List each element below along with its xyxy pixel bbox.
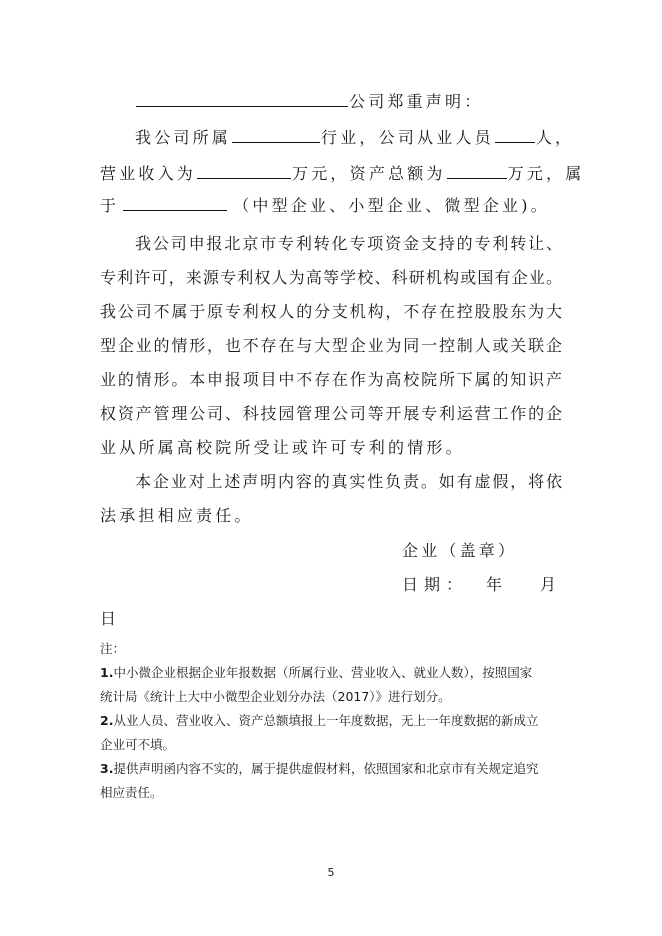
para2-line: 我公司不属于原专利权人的分支机构，不存在控股股东为大 (100, 302, 562, 321)
note-number: 1. (100, 665, 114, 680)
note-item-2-line1 (100, 712, 570, 730)
note-item-1-line1 (100, 664, 570, 682)
para2-line: 型企业的情形，也不存在与大型企业为同一控制人或关联企 (100, 336, 562, 355)
para3-line: 法承担相应责任。 (100, 506, 254, 525)
enterprise-size-blank[interactable] (123, 194, 227, 211)
revenue-blank[interactable] (197, 162, 291, 179)
text: 我公司所属 (135, 128, 232, 147)
text: 营业收入为 (100, 164, 197, 183)
para1-line2 (100, 162, 585, 184)
assets-blank[interactable] (447, 162, 507, 179)
note-item-2-line2: 企业可不填。 (100, 737, 176, 752)
text: （中型企业、小型企业、微型企业)。 (233, 196, 550, 215)
note-item-3-line1 (100, 760, 570, 778)
date-label: 日期： (402, 575, 469, 594)
date-line (402, 575, 562, 595)
notes-heading: 注： (100, 641, 126, 656)
para2-line: 业的情形。本申报项目中不存在作为高校院所下属的知识产 (100, 370, 562, 389)
text: 万元，属 (507, 164, 585, 183)
para2-line: 业从所属高校院所受让或许可专利的情形。 (100, 438, 465, 457)
day-label: 日 (100, 609, 120, 628)
para1-line3 (100, 194, 562, 216)
text: 行业，公司从业人员 (321, 128, 494, 147)
para2-line: 专利许可，来源专利权人为高等学校、科研机构或国有企业。 (100, 268, 562, 287)
industry-blank[interactable] (232, 126, 320, 143)
page-number: 5 (327, 866, 335, 879)
text: 万元，资产总额为 (292, 164, 446, 183)
month-label: 月 (540, 575, 557, 594)
title-suffix: 公司郑重声明： (349, 92, 484, 111)
text: 于 (100, 196, 120, 215)
note-number: 3. (100, 761, 114, 776)
note-text: 提供声明函内容不实的，属于提供虚假材料，依照国家和北京市有关规定追究 (113, 761, 539, 776)
declaration-title (135, 90, 565, 112)
note-text: 中小微企业根据企业年报数据（所属行业、营业收入、就业人数），按照国家 (113, 665, 533, 680)
employees-blank[interactable] (495, 126, 535, 143)
note-item-1-line2: 统计局《统计上大中小微型企业划分办法（2017）》进行划分。 (100, 689, 451, 704)
text: 人， (535, 128, 575, 147)
company-name-blank[interactable] (136, 90, 348, 107)
para1-line1 (135, 126, 575, 148)
note-number: 2. (100, 713, 114, 728)
note-text: 从业人员、营业收入、资产总额填报上一年度数据，无上一年度数据的新成立 (113, 713, 539, 728)
year-label: 年 (486, 575, 503, 594)
note-item-3-line2: 相应责任。 (100, 785, 163, 800)
seal-label: 企业（盖章） (402, 541, 518, 560)
para2-line: 我公司申报北京市专利转化专项资金支持的专利转让、 (135, 234, 562, 253)
para2-line: 权资产管理公司、科技园管理公司等开展专利运营工作的企 (100, 404, 562, 423)
para3-line: 本企业对上述声明内容的真实性负责。如有虚假，将依 (135, 472, 562, 491)
